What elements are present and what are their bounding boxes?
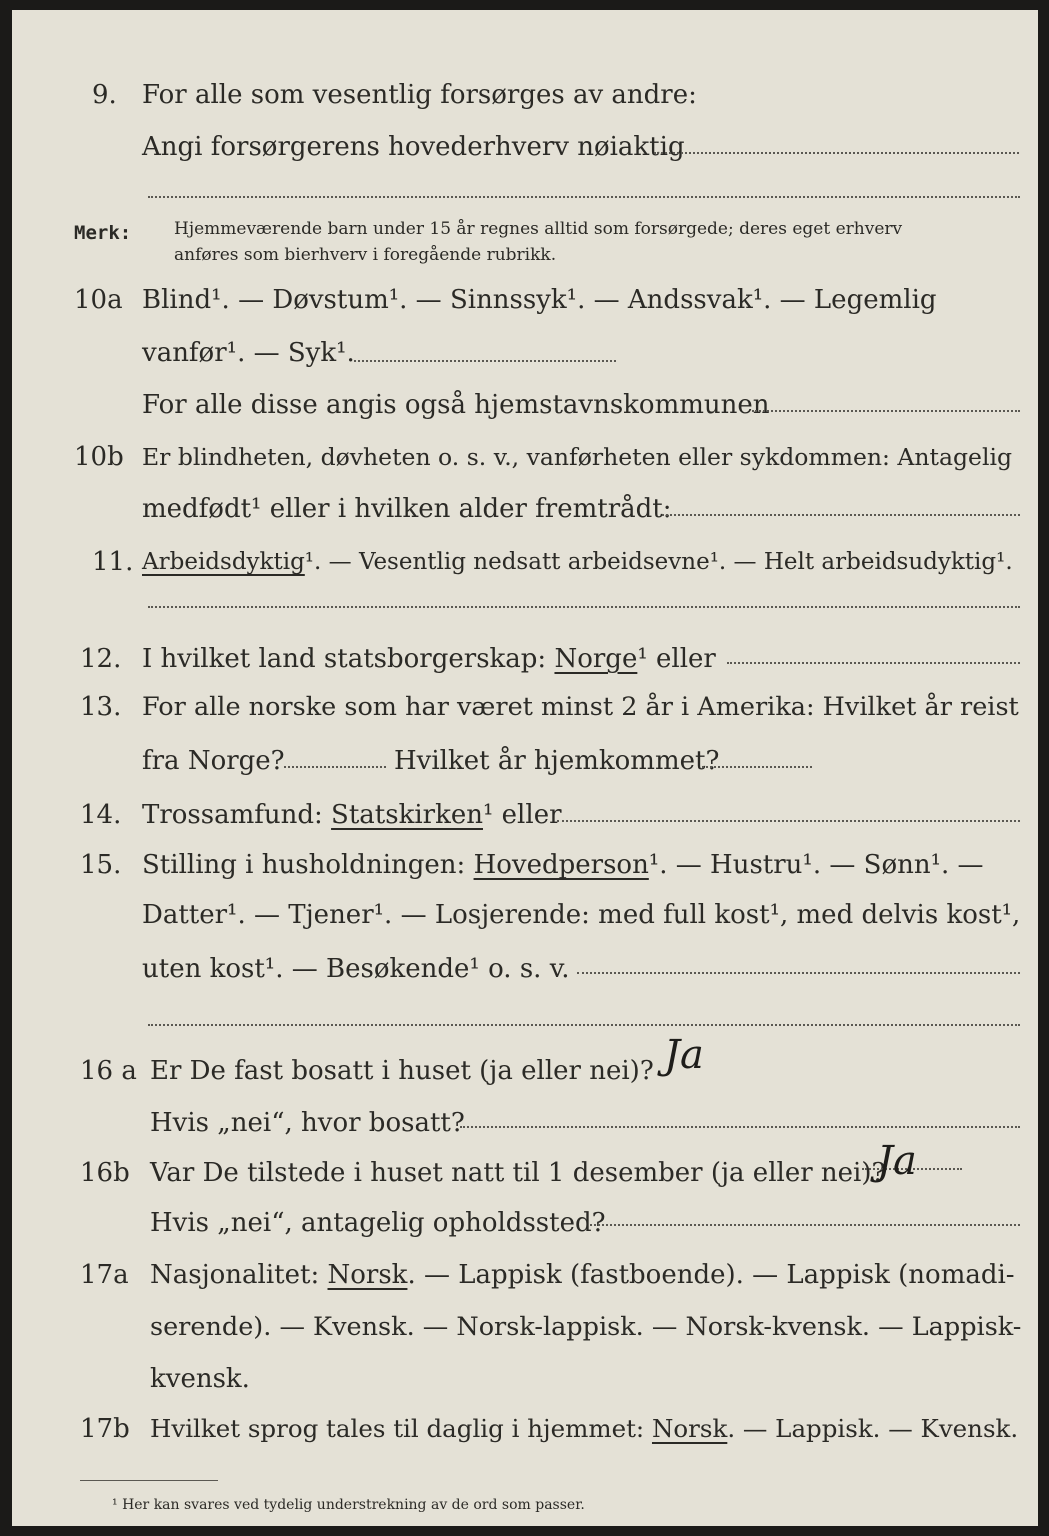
q9-answer-line[interactable] [654, 152, 1019, 154]
q16b-line2: Hvis „nei“, antagelig opholdssted? [150, 1208, 606, 1238]
q9-number: 9. [92, 80, 117, 110]
q16a-handwritten-answer[interactable]: Ja [664, 1032, 704, 1078]
q11-selected-option[interactable]: Arbeidsdyktig [142, 549, 305, 575]
q10a-number: 10a [74, 285, 123, 315]
q9-line1: For alle som vesentlig forsørges av andre: [142, 80, 697, 110]
q15-selected-option[interactable]: Hovedperson [473, 850, 649, 880]
q14-before: Trossamfund: [142, 800, 323, 830]
q17a-selected-option[interactable]: Norsk [327, 1260, 408, 1290]
q17b-before: Hvilket sprog tales til daglig i hjemmet: [150, 1414, 645, 1443]
q14-selected-option[interactable]: Statskirken [331, 800, 483, 830]
q12-number: 12. [80, 644, 122, 674]
q14-answer-line[interactable] [557, 820, 1020, 822]
q17b-after: . — Lappisk. — Kvensk. [727, 1414, 1019, 1443]
q17a-after: . — Lappisk (fastboende). — Lappisk (nomadi- [407, 1260, 1015, 1290]
q15-answer-line-2[interactable] [148, 1024, 1020, 1026]
q12-line [142, 644, 716, 674]
q10a-line2: vanfør¹. — Syk¹. [142, 338, 355, 368]
q11-answer-line[interactable] [148, 606, 1020, 608]
q10b-line1: Er blindheten, døvheten o. s. v., vanførheten eller sykdommen: Antagelig [142, 443, 1013, 471]
q17a-before: Nasjonalitet: [150, 1260, 320, 1290]
q14-number: 14. [80, 800, 122, 830]
q12-before: I hvilket land statsborgerskap: [142, 644, 547, 674]
q11-rest: ¹. — Vesentlig nedsatt arbeidsevne¹. — Helt arbeidsudyktig¹. [304, 549, 1013, 575]
q17a-line2: serende). — Kvensk. — Norsk-lappisk. — Norsk-kvensk. — Lappisk- [150, 1312, 1022, 1342]
q17a-line3: kvensk. [150, 1364, 250, 1394]
q12-after: ¹ eller [637, 644, 716, 674]
q15-number: 15. [80, 850, 122, 880]
q13-line2a: fra Norge? [142, 746, 285, 776]
merk-line2: anføres som bierhverv i foregående rubrikk. [174, 245, 557, 265]
merk-label: Merk: [74, 222, 132, 244]
q16b-residence-line[interactable] [590, 1224, 1020, 1226]
q15-line1 [142, 850, 984, 880]
q10a-line3: For alle disse angis også hjemstavnskommunen [142, 390, 770, 420]
q13-line1: For alle norske som har været minst 2 år i Amerika: Hvilket år reist [142, 692, 1019, 722]
q15-before: Stilling i husholdningen: [142, 850, 466, 880]
q14-line [142, 800, 562, 830]
q9-line2: Angi forsørgerens hovederhverv nøiaktig [142, 132, 685, 162]
q15-line2: Datter¹. — Tjener¹. — Losjerende: med full kost¹, med delvis kost¹, [142, 900, 1021, 930]
q17a-number: 17a [80, 1260, 129, 1290]
q13-number: 13. [80, 692, 122, 722]
q10b-line2: medfødt¹ eller i hvilken alder fremtrådt: [142, 494, 672, 524]
q12-answer-line[interactable] [727, 662, 1020, 664]
census-form-page [12, 10, 1038, 1526]
q16b-line1: Var De tilstede i huset natt til 1 desember (ja eller nei)? [150, 1158, 886, 1188]
q9-answer-line-2[interactable] [148, 196, 1020, 198]
q11-line [142, 547, 1013, 577]
q17b-selected-option[interactable]: Norsk [651, 1414, 728, 1443]
q13-line2b: Hvilket år hjemkommet? [394, 746, 720, 776]
q13-departure-year-line[interactable] [284, 766, 386, 768]
q10a-answer-line[interactable] [354, 360, 616, 362]
q16a-answer-line[interactable] [460, 1126, 1020, 1128]
q10b-number: 10b [74, 442, 124, 472]
footnote-divider [80, 1480, 218, 1481]
q17a-line1 [150, 1260, 1015, 1290]
q12-selected-option[interactable]: Norge [554, 644, 638, 674]
q15-line3: uten kost¹. — Besøkende¹ o. s. v. [142, 954, 570, 984]
q11-number: 11. [92, 547, 134, 577]
q16a-line1: Er De fast bosatt i huset (ja eller nei)? [150, 1056, 654, 1086]
q17b-number: 17b [80, 1414, 130, 1444]
q15-answer-line[interactable] [577, 972, 1020, 974]
q10a-line1: Blind¹. — Døvstum¹. — Sinnssyk¹. — Andssvak¹. — Legemlig [142, 285, 937, 315]
q14-after: ¹ eller [482, 800, 562, 830]
q16b-handwritten-answer[interactable]: Ja [877, 1138, 917, 1184]
q13-return-year-line[interactable] [702, 766, 812, 768]
merk-line1: Hjemmeværende barn under 15 år regnes alltid som forsørgede; deres eget erhverv [174, 219, 903, 239]
q17b-line [150, 1414, 1018, 1444]
footnote: ¹ Her kan svares ved tydelig understrekning av de ord som passer. [112, 1497, 585, 1513]
q16b-number: 16b [80, 1158, 130, 1188]
q16a-number: 16 a [80, 1056, 137, 1086]
q15-after: ¹. — Hustru¹. — Sønn¹. — [648, 850, 984, 880]
q10b-answer-line[interactable] [662, 514, 1020, 516]
q16a-line2: Hvis „nei“, hvor bosatt? [150, 1108, 465, 1138]
q10a-hometown-line[interactable] [752, 410, 1020, 412]
